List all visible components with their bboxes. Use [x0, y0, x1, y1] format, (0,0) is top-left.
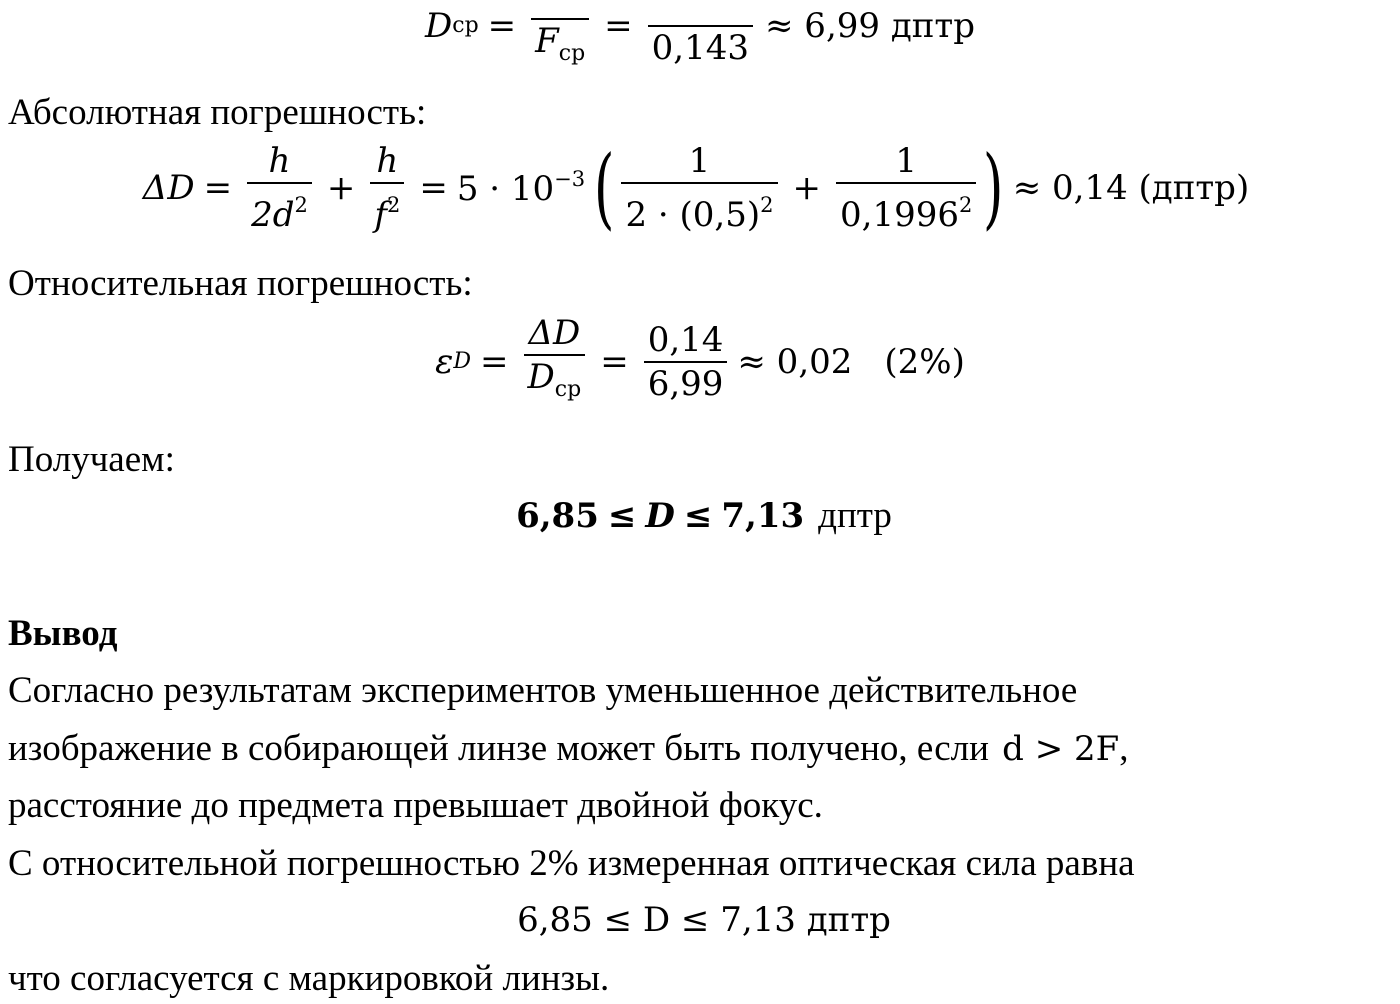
- formula-abs-coef: $5 \cdot 10^{-3}$: [456, 167, 586, 209]
- conclusion-line-2-text: изображение в собирающей линзе может быть получено, если: [8, 728, 989, 769]
- formula-abs-g2-den: 0,1996: [840, 195, 959, 235]
- conclusion-line-1: Согласно результатам экспериментов уменьшенное действительное: [8, 670, 1078, 711]
- formula-rel-f1-num: ΔD: [528, 313, 581, 353]
- result-plain: [4, 900, 1400, 940]
- formula-abs-g2: [836, 140, 976, 236]
- result-plain-text: 6,85 ≤ D ≤ 7,13 дптр: [517, 900, 891, 940]
- formula-rel-f1-den-sub: ср: [554, 377, 582, 402]
- formula-rel-f1-den: D: [527, 357, 555, 397]
- formula-rel: ε D = $\frac{\Delta D}{D_{ср}}$ = $\frac{0,14}{6,99}$ ≈ 0,02 (2%): [0, 312, 1400, 411]
- result-bold-high: 7,13: [721, 496, 805, 536]
- formula-dcp-lhs: D: [425, 5, 453, 46]
- formula-abs-coef-sup: −3: [554, 167, 586, 191]
- formula-rel-result: ≈ 0,02: [737, 341, 853, 382]
- formula-abs-f1-den-sup: 2: [294, 193, 308, 217]
- formula-dcp: D ср = $F_{ср}$ = 0,143 ≈ 6,99 дптр: [0, 0, 1400, 75]
- result-bold: [4, 494, 1400, 537]
- result-bold-unit: дптр: [818, 495, 892, 536]
- conclusion-line-4: С относительной погрешностью 2% измеренная оптическая сила равна: [8, 843, 1135, 884]
- formula-dcp-frac1-den: F: [535, 21, 559, 61]
- formula-abs-result: ≈ 0,14 (дптр): [1012, 168, 1250, 208]
- formula-abs-g2-den-sup: 2: [958, 193, 973, 217]
- formula-abs-f1-den: 2d: [251, 195, 295, 235]
- formula-dcp-frac2-den: 0,143: [648, 25, 753, 69]
- formula-abs-g1-num: 1: [688, 141, 711, 181]
- label-rel-error: Относительная погрешность:: [8, 263, 473, 304]
- formula-abs-g1: [621, 140, 777, 236]
- formula-abs-f1: [247, 140, 312, 236]
- formula-abs: ΔD = $\frac{h}{2d^2}$ + $\frac{h}{f^2}$ = $5 \cdot 10^{-3}$ ( $\frac{1}{2 \cdot (0,5)^2}$ + $\frac{1}{0,1996^2}$ ) ≈ 0,14 (дптр): [142, 136, 1250, 239]
- formula-abs-f1-num: h: [268, 141, 291, 181]
- formula-abs-lhs: ΔD: [142, 168, 195, 208]
- formula-rel-f1: [524, 312, 586, 411]
- formula-abs-f2-num: h: [376, 141, 399, 181]
- formula-abs-f2: [370, 140, 404, 236]
- formula-rel-lhs: ε: [435, 341, 454, 382]
- conclusion-line-3: расстояние до предмета превышает двойной фокус.: [8, 785, 823, 826]
- formula-rel-percent: (2%): [884, 341, 965, 382]
- conclusion-line-5: что согласуется с маркировкой линзы.: [8, 958, 610, 999]
- result-bold-le2: ≤: [683, 496, 713, 536]
- formula-dcp-frac2: [648, 0, 753, 69]
- conclusion-line-2-math: d > 2F: [1002, 729, 1120, 769]
- result-bold-var: D: [645, 496, 675, 536]
- formula-rel-lhs-sub: D: [453, 349, 472, 374]
- conclusion-heading: Вывод: [8, 613, 118, 654]
- conclusion-line-2-end: ,: [1119, 728, 1129, 769]
- formula-dcp-lhs-sub: ср: [452, 13, 479, 38]
- formula-rel-f2-num: 0,14: [647, 319, 724, 360]
- label-result: Получаем:: [8, 439, 175, 480]
- label-abs-error: Абсолютная погрешность:: [8, 92, 427, 133]
- result-bold-le1: ≤: [607, 496, 637, 536]
- formula-dcp-result: ≈ 6,99 дптр: [765, 5, 975, 46]
- formula-rel-f2: [644, 319, 728, 405]
- formula-abs-f2-den-sup: 2: [386, 193, 401, 217]
- result-bold-low: 6,85: [516, 496, 599, 536]
- conclusion-line-2: [8, 727, 1129, 771]
- formula-abs-g1-den: 2 · (0,5): [625, 195, 761, 235]
- formula-abs-f2-den: f: [374, 195, 387, 235]
- formula-abs-g1-den-sup: 2: [760, 193, 774, 217]
- formula-abs-g2-num: 1: [895, 141, 917, 181]
- formula-rel-f2-den: 6,99: [644, 361, 728, 405]
- formula-dcp-frac1-den-sub: ср: [558, 41, 586, 66]
- formula-dcp-frac1: [531, 0, 589, 75]
